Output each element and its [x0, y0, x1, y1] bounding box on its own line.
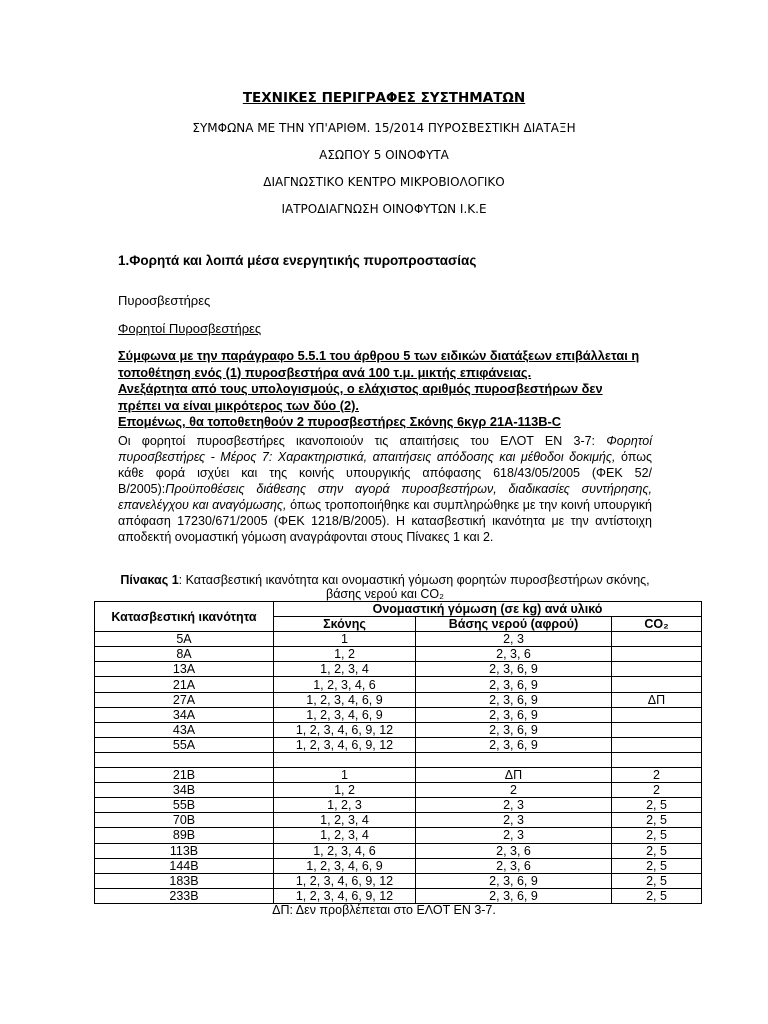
table-row [95, 632, 702, 647]
cell-water: 2, 3 [416, 828, 612, 843]
cell-co2: 2, 5 [612, 828, 702, 843]
para-italic-2: Προϋποθέσεις διάθεσης στην αγορά πυροσβεστήρων, διαδικασίες συντήρησης, επανελέγχου και αναγόμωσης, [118, 482, 652, 512]
para-text-1: Οι φορητοί πυροσβεστήρες ικανοποιούν τις απαιτήσεις του ΕΛΟΤ ΕΝ 3-7: [118, 434, 596, 448]
cell-powder: 1, 2, 3, 4, 6, 9, 12 [274, 722, 416, 737]
cell-co2 [612, 662, 702, 677]
cell-powder: 1, 2, 3, 4 [274, 828, 416, 843]
cell-capacity: 13A [95, 662, 274, 677]
cell-co2 [612, 647, 702, 662]
cell-powder [274, 752, 416, 767]
table-row [95, 828, 702, 843]
cell-water: 2, 3, 6, 9 [416, 888, 612, 903]
header-water: Βάσης νερού (αφρού) [416, 617, 612, 632]
cell-powder: 1, 2, 3, 4, 6, 9, 12 [274, 737, 416, 752]
cell-capacity: 34A [95, 707, 274, 722]
header-line-4: ΙΑΤΡΟΔΙΑΓΝΩΣΗ ΟΙΝΟΦΥΤΩΝ Ι.Κ.Ε [281, 202, 487, 216]
cell-capacity [95, 752, 274, 767]
subheading-extinguishers: Πυροσβεστήρες [118, 293, 211, 308]
table-row [95, 677, 702, 692]
table-row [95, 783, 702, 798]
cell-capacity: 5A [95, 632, 274, 647]
cell-co2 [612, 722, 702, 737]
requirements-block [118, 348, 648, 431]
cell-water: 2, 3 [416, 798, 612, 813]
cell-capacity: 144B [95, 858, 274, 873]
cell-water: 2, 3, 6, 9 [416, 692, 612, 707]
cell-co2: 2 [612, 768, 702, 783]
table-row [95, 768, 702, 783]
cell-co2: 2, 5 [612, 873, 702, 888]
table-row [95, 813, 702, 828]
cell-powder: 1 [274, 632, 416, 647]
cell-water: 2, 3, 6, 9 [416, 662, 612, 677]
table-row [95, 858, 702, 873]
table-row [95, 692, 702, 707]
requirement-2: Ανεξάρτητα από τους υπολογισμούς, ο ελάχιστος αριθμός πυροσβεστήρων δεν πρέπει να είναι μικρότερος των δύο (2). [118, 381, 603, 413]
cell-capacity: 233B [95, 888, 274, 903]
cell-capacity: 27A [95, 692, 274, 707]
cell-powder: 1, 2 [274, 783, 416, 798]
cell-capacity: 34B [95, 783, 274, 798]
caption-text: : Κατασβεστική ικανότητα και ονομαστική γόμωση φορητών πυροσβεστήρων σκόνης, βάσης νερού και CO₂ [178, 573, 650, 601]
cell-water: 2, 3, 6, 9 [416, 677, 612, 692]
cell-co2 [612, 632, 702, 647]
cell-water: 2, 3, 6, 9 [416, 722, 612, 737]
header-co2: CO₂ [612, 617, 702, 632]
header-charge-group: Ονομαστική γόμωση (σε kg) ανά υλικό [274, 602, 702, 617]
para-text-3: όπως τροποποιήθηκε και συμπληρώθηκε με την κοινή υπουργική απόφαση 17230/671/2005 (ΦΕΚ 1218/Β/2005). Η κατασβεστική ικανότητα με την αντίστοιχη αποδεκτή ονομαστική γόμωση αναγράφονται στους Πίνακες 1 και 2. [118, 498, 652, 544]
cell-co2 [612, 737, 702, 752]
cell-capacity: 113B [95, 843, 274, 858]
cell-co2: 2, 5 [612, 888, 702, 903]
requirement-1: Σύμφωνα με την παράγραφο 5.5.1 του άρθρου 5 των ειδικών διατάξεων επιβάλλεται η τοποθέτηση ενός (1) πυροσβεστήρα ανά 100 τ.μ. μικτής επιφάνειας. [118, 348, 640, 380]
table-row [95, 798, 702, 813]
para-italic-1: Φορητοί πυροσβεστήρες - Μέρος 7: Χαρακτηριστικά, απαιτήσεις απόδοσης και μέθοδοι δοκιμής, [118, 434, 652, 464]
cell-co2: 2, 5 [612, 813, 702, 828]
table-row [95, 737, 702, 752]
cell-co2: 2 [612, 783, 702, 798]
cell-water: 2, 3, 6, 9 [416, 707, 612, 722]
table-row [95, 707, 702, 722]
cell-capacity: 89B [95, 828, 274, 843]
requirement-3: Επομένως, θα τοποθετηθούν 2 πυροσβεστήρες Σκόνης 6κγρ 21Α-113Β-C [118, 414, 561, 430]
cell-capacity: 55A [95, 737, 274, 752]
section-heading: 1.Φορητά και λοιπά μέσα ενεργητικής πυροπροστασίας [118, 253, 477, 268]
table-row [95, 873, 702, 888]
cell-powder: 1 [274, 768, 416, 783]
cell-powder: 1, 2 [274, 647, 416, 662]
table-row [95, 843, 702, 858]
cell-water: 2, 3, 6 [416, 843, 612, 858]
table-row [95, 662, 702, 677]
cell-capacity: 21A [95, 677, 274, 692]
cell-capacity: 183B [95, 873, 274, 888]
cell-powder: 1, 2, 3, 4 [274, 813, 416, 828]
table-row [95, 647, 702, 662]
cell-powder: 1, 2, 3, 4, 6, 9, 12 [274, 888, 416, 903]
cell-co2: 2, 5 [612, 858, 702, 873]
cell-water: 2, 3, 6 [416, 858, 612, 873]
cell-powder: 1, 2, 3 [274, 798, 416, 813]
cell-co2 [612, 707, 702, 722]
header-capacity: Κατασβεστική ικανότητα [95, 602, 274, 632]
standards-paragraph [118, 433, 652, 545]
cell-capacity: 55B [95, 798, 274, 813]
header-line-2: ΑΣΩΠΟΥ 5 ΟΙΝΟΦΥΤΑ [319, 148, 449, 162]
cell-capacity: 70B [95, 813, 274, 828]
cell-co2 [612, 677, 702, 692]
cell-water [416, 752, 612, 767]
header-powder: Σκόνης [274, 617, 416, 632]
cell-water: 2, 3, 6 [416, 647, 612, 662]
cell-powder: 1, 2, 3, 4, 6, 9 [274, 858, 416, 873]
cell-water: 2, 3, 6, 9 [416, 873, 612, 888]
table-caption [118, 573, 652, 601]
cell-co2: ΔΠ [612, 692, 702, 707]
cell-powder: 1, 2, 3, 4 [274, 662, 416, 677]
extinguisher-table [94, 601, 702, 904]
caption-label: Πίνακας 1 [120, 573, 179, 587]
cell-capacity: 8A [95, 647, 274, 662]
cell-co2 [612, 752, 702, 767]
cell-capacity: 43A [95, 722, 274, 737]
table-row [95, 722, 702, 737]
table-row [95, 752, 702, 767]
cell-water: ΔΠ [416, 768, 612, 783]
document-title: ΤΕΧΝΙΚΕΣ ΠΕΡΙΓΡΑΦΕΣ ΣΥΣΤΗΜΑΤΩΝ [242, 90, 526, 106]
cell-co2: 2, 5 [612, 798, 702, 813]
cell-powder: 1, 2, 3, 4, 6, 9 [274, 707, 416, 722]
header-line-3: ΔΙΑΓΝΩΣΤΙΚΟ ΚΕΝΤΡΟ ΜΙΚΡΟΒΙΟΛΟΓΙΚΟ [263, 175, 505, 189]
cell-capacity: 21B [95, 768, 274, 783]
cell-water: 2, 3, 6, 9 [416, 737, 612, 752]
cell-water: 2, 3 [416, 632, 612, 647]
cell-water: 2 [416, 783, 612, 798]
subheading-portable-extinguishers: Φορητοί Πυροσβεστήρες [118, 321, 262, 336]
cell-co2: 2, 5 [612, 843, 702, 858]
table-note: ΔΠ: Δεν προβλέπεται στο ΕΛΟΤ ΕΝ 3-7. [272, 903, 496, 917]
table-row [95, 888, 702, 903]
cell-powder: 1, 2, 3, 4, 6, 9 [274, 692, 416, 707]
cell-powder: 1, 2, 3, 4, 6, 9, 12 [274, 873, 416, 888]
header-line-1: ΣΥΜΦΩΝΑ ΜΕ ΤΗΝ ΥΠ'ΑΡΙΘΜ. 15/2014 ΠΥΡΟΣΒΕΣΤΙΚΗ ΔΙΑΤΑΞΗ [192, 121, 576, 135]
cell-water: 2, 3 [416, 813, 612, 828]
cell-powder: 1, 2, 3, 4, 6 [274, 843, 416, 858]
table-header-row [95, 602, 702, 617]
cell-powder: 1, 2, 3, 4, 6 [274, 677, 416, 692]
para-text-2: όπως κάθε φορά ισχύει και της κοινής υπουργικής απόφασης 618/43/05/2005 (ΦΕΚ 52/Β/2005): [118, 450, 652, 496]
